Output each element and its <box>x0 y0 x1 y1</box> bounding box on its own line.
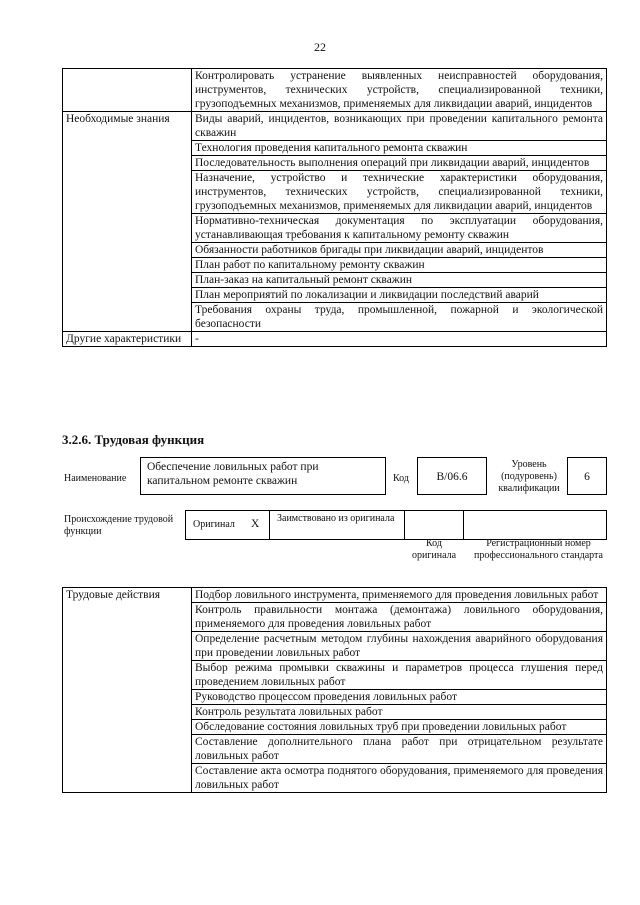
knowledge-item: Назначение, устройство и технические характеристики оборудования, инструментов, технических устройств, специализированной техники, грузоподъемных механизмов, применяемых для ликвидации аварий, инцидентов <box>192 171 607 214</box>
page-number: 22 <box>314 40 326 54</box>
section-title: 3.2.6. Трудовая функция <box>62 432 205 447</box>
knowledge-item: План мероприятий по локализации и ликвидации последствий аварий <box>192 288 607 303</box>
name-value-box <box>140 457 386 495</box>
name-value: Обеспечение ловильных работ при капитальном ремонте скважин <box>147 461 319 487</box>
action-item: Обследование состояния ловильных труб при проведении ловильных работ <box>192 720 607 735</box>
knowledge-item: Последовательность выполнения операций при ликвидации аварий, инцидентов <box>192 156 607 171</box>
knowledge-label: Необходимые знания <box>63 112 192 332</box>
table-row <box>63 112 607 141</box>
knowledge-item: Виды аварий, инцидентов, возникающих при проведении капитального ремонта скважин <box>192 112 607 141</box>
action-item: Руководство процессом проведения ловильных работ <box>192 690 607 705</box>
code-label: Код <box>393 473 409 484</box>
code-value-box <box>417 457 487 495</box>
action-item: Подбор ловильного инструмента, применяемого для проведения ловильных работ <box>192 588 607 603</box>
actions-label: Трудовые действия <box>63 588 192 793</box>
skill-cell: Контролировать устранение выявленных неисправностей оборудования, инструментов, технических устройств, специализированной техники, грузоподъемных механизмов, применяемых для ликвидации аварий, инцидентов <box>192 69 607 112</box>
action-item: Выбор режима промывки скважины и параметров процесса глушения перед проведением ловильных работ <box>192 661 607 690</box>
actions-table <box>62 587 607 793</box>
action-item: Контроль правильности монтажа (демонтажа) ловильного оборудования, применяемого для проведения ловильных работ <box>192 603 607 632</box>
table-row <box>63 332 607 347</box>
origin-divider <box>404 510 405 540</box>
knowledge-item: Обязанности работников бригады при ликвидации аварий, инцидентов <box>192 243 607 258</box>
code-value: B/06.6 <box>436 471 468 483</box>
empty-label-cell <box>63 69 192 112</box>
knowledge-item: Требования охраны труда, промышленной, пожарной и экологической безопасности <box>192 303 607 332</box>
knowledge-item: Нормативно-техническая документация по эксплуатации оборудования, устанавливающая требования к капитальному ремонту скважин <box>192 214 607 243</box>
action-item: Контроль результата ловильных работ <box>192 705 607 720</box>
origin-label: Происхождение трудовой функции <box>64 514 174 537</box>
code-caption: Код оригинала <box>411 538 457 561</box>
borrowed-label: Заимствовано из оригинала <box>277 513 395 524</box>
action-item: Составление акта осмотра поднятого оборудования, применяемого для проведения ловильных работ <box>192 764 607 793</box>
level-value-box <box>567 457 607 495</box>
original-label: Оригинал <box>193 519 235 530</box>
level-value: 6 <box>584 471 590 483</box>
name-label: Наименование <box>64 473 127 484</box>
level-label: Уровень (подуровень) квалификации <box>498 459 560 494</box>
original-mark: X <box>251 518 260 530</box>
table-row <box>63 69 607 112</box>
origin-divider <box>269 510 270 540</box>
other-value: - <box>192 332 607 347</box>
knowledge-item: Технология проведения капитального ремонта скважин <box>192 141 607 156</box>
other-label: Другие характеристики <box>63 332 192 347</box>
table-row <box>63 588 607 603</box>
action-item: Составление дополнительного плана работ при отрицательном результате ловильных работ <box>192 735 607 764</box>
origin-divider <box>463 510 464 540</box>
knowledge-item: План работ по капитальному ремонту скважин <box>192 258 607 273</box>
knowledge-table <box>62 68 607 347</box>
reg-caption: Регистрационный номер профессионального стандарта <box>474 538 603 561</box>
knowledge-item: План-заказ на капитальный ремонт скважин <box>192 273 607 288</box>
action-item: Определение расчетным методом глубины нахождения аварийного оборудования при проведении ловильных работ <box>192 632 607 661</box>
